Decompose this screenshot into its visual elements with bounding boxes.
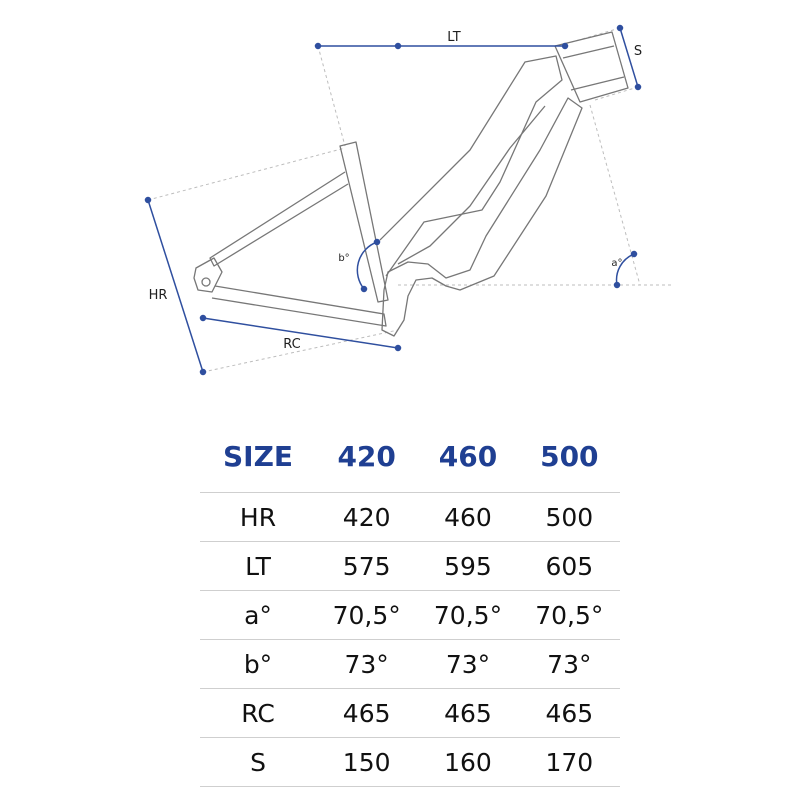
- table-cell: 170: [519, 738, 620, 787]
- lt-label: LT: [447, 30, 461, 45]
- s-endpoint-top: [618, 26, 623, 31]
- table-cell: 605: [519, 542, 620, 591]
- seat-tube-guide: [148, 148, 345, 200]
- head-tube-bottom-band: [571, 77, 624, 90]
- rc-endpoint-right: [396, 346, 401, 351]
- hr-label: HR: [148, 288, 168, 303]
- table-row: [200, 738, 620, 787]
- size-500-header: 500: [540, 439, 599, 473]
- table-cell: 70,5°: [417, 591, 518, 640]
- seat-stay: [210, 172, 348, 266]
- table-cell: 70,5°: [316, 591, 417, 640]
- table-cell: 465: [316, 689, 417, 738]
- angle-b-endpoint-top: [375, 240, 380, 245]
- table-row: [200, 689, 620, 738]
- row-label: HR: [200, 493, 316, 542]
- size-420-header: 420: [337, 439, 396, 473]
- size-column-header: SIZE: [222, 439, 293, 473]
- table-row: [200, 493, 620, 542]
- row-label: LT: [200, 542, 316, 591]
- table-cell: 70,5°: [519, 591, 620, 640]
- table-cell: 150: [316, 738, 417, 787]
- table-cell: 73°: [519, 640, 620, 689]
- table-cell: 160: [417, 738, 518, 787]
- hr-endpoint-bottom: [201, 370, 206, 375]
- geometry-size-table: [200, 420, 620, 787]
- top-tube: [380, 56, 562, 276]
- angle-b-endpoint-bottom: [362, 287, 367, 292]
- row-label: a°: [200, 591, 316, 640]
- guide-lines: [148, 28, 672, 372]
- row-label: RC: [200, 689, 316, 738]
- s-endpoint-bottom: [636, 85, 641, 90]
- lt-endpoint-right: [563, 44, 568, 49]
- seat-tube: [340, 142, 388, 302]
- table-header-row: [200, 420, 620, 493]
- table-cell: 465: [519, 689, 620, 738]
- lt-guide-left: [318, 46, 345, 146]
- frame-outline: [194, 32, 628, 336]
- head-tube: [555, 32, 628, 102]
- hr-dimension-line: [148, 200, 203, 372]
- angle-a-endpoint-bottom: [615, 283, 620, 288]
- dropout-axle: [202, 278, 210, 286]
- table-row: [200, 640, 620, 689]
- lt-midpoint: [396, 44, 401, 49]
- angle-b-arc: [357, 242, 377, 289]
- dimension-lines: [146, 26, 641, 375]
- row-label: b°: [200, 640, 316, 689]
- head-tube-top-band: [563, 46, 614, 58]
- table-cell: 575: [316, 542, 417, 591]
- chain-stay: [212, 286, 386, 326]
- s-guide-bottom: [595, 87, 638, 100]
- table-row: [200, 591, 620, 640]
- row-label: S: [200, 738, 316, 787]
- table-cell: 500: [519, 493, 620, 542]
- table-cell: 465: [417, 689, 518, 738]
- rc-endpoint-left: [201, 316, 206, 321]
- angle-a-label: a°: [611, 258, 623, 269]
- table-cell: 73°: [316, 640, 417, 689]
- table-cell: 460: [417, 493, 518, 542]
- down-tube-and-bottom-bracket: [382, 98, 582, 336]
- s-label: S: [633, 44, 643, 59]
- lt-endpoint-left: [316, 44, 321, 49]
- table-cell: 73°: [417, 640, 518, 689]
- table-row: [200, 542, 620, 591]
- table-cell: 595: [417, 542, 518, 591]
- rc-label: RC: [283, 337, 301, 352]
- size-460-header: 460: [438, 439, 498, 473]
- angle-a-endpoint-top: [632, 252, 637, 257]
- angle-b-label: b°: [338, 253, 350, 264]
- hr-endpoint-top: [146, 198, 151, 203]
- table-cell: 420: [316, 493, 417, 542]
